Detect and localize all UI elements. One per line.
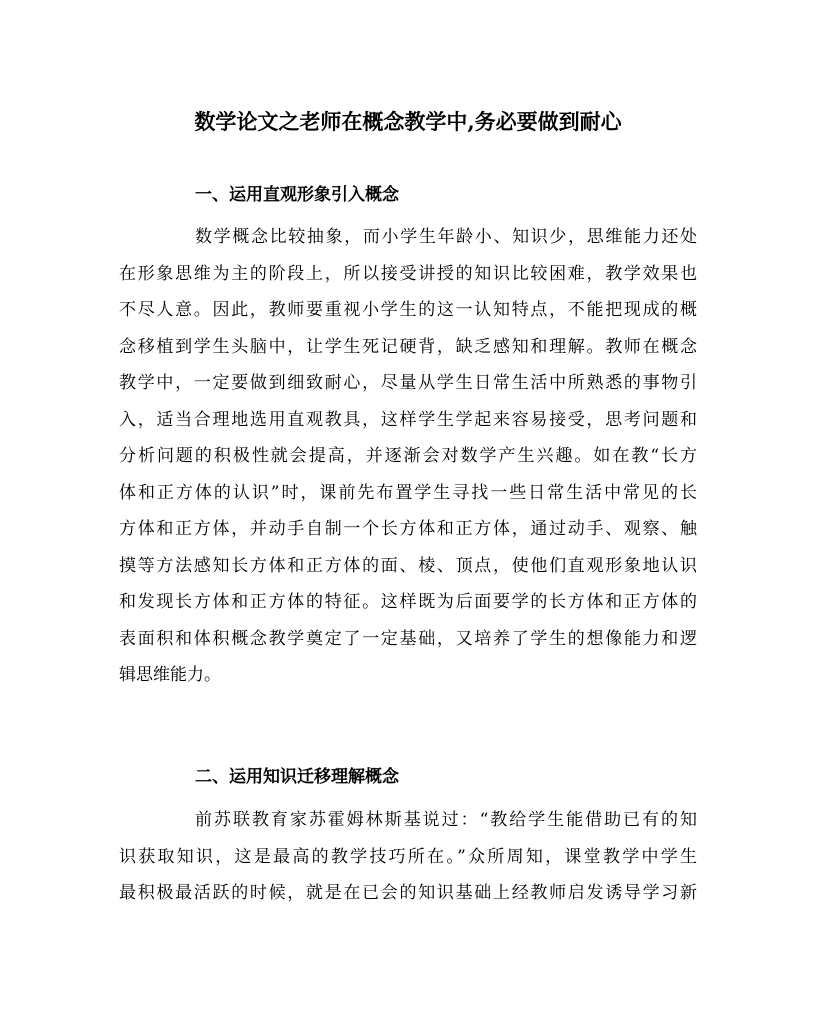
section-1-paragraph [119,225,697,700]
paragraph-line: 入，适当合理地选用直观教具，这样学生学起来容易接受，思考问题和 [119,409,697,430]
paragraph-line: 识获取知识，这是最高的教学技巧所在。”众所周知，课堂教学中学生 [119,846,697,867]
paragraph-line: 和发现长方体和正方体的特征。这样既为后面要学的长方体和正方体的 [119,592,697,612]
paragraph-line: 辑思维能力。 [119,665,221,685]
paragraph-line: 摸等方法感知长方体和正方体的面、棱、顶点，使他们直观形象地认识 [119,555,697,576]
section-heading-2: 二、运用知识迁移理解概念 [195,767,399,787]
paragraph-line: 不尽人意。因此，教师要重视小学生的这一认知特点，不能把现成的概 [119,300,697,320]
paragraph-line: 念移植到学生头脑中，让学生死记硬背，缺乏感知和理解。教师在概念 [119,336,697,357]
paragraph-line: 前苏联教育家苏霍姆林斯基说过：“教给学生能借助已有的知 [195,810,697,830]
document-title: 数学论文之老师在概念教学中,务必要做到耐心 [194,109,622,134]
paragraph-line: 方体和正方体，并动手自制一个长方体和正方体，通过动手、观察、触 [119,519,697,539]
paragraph-line: 分析问题的积极性就会提高，并逐渐会对数学产生兴趣。如在教“长方 [119,446,697,466]
paragraph-line: 教学中，一定要做到细致耐心，尽量从学生日常生活中所熟悉的事物引 [119,373,697,393]
paragraph-line: 体和正方体的认识”时，课前先布置学生寻找一些日常生活中常见的长 [119,482,697,503]
paragraph-line: 在形象思维为主的阶段上，所以接受讲授的知识比较困难，教学效果也 [119,263,697,284]
section-2-paragraph [119,808,697,918]
paragraph-line: 数学概念比较抽象，而小学生年龄小、知识少，思维能力还处 [195,227,697,247]
section-heading-1: 一、运用直观形象引入概念 [195,185,399,205]
paragraph-line: 最积极最活跃的时候，就是在已会的知识基础上经教师启发诱导学习新 [119,883,697,903]
paragraph-line: 表面积和体积概念教学奠定了一定基础，又培养了学生的想像能力和逻 [119,628,697,649]
